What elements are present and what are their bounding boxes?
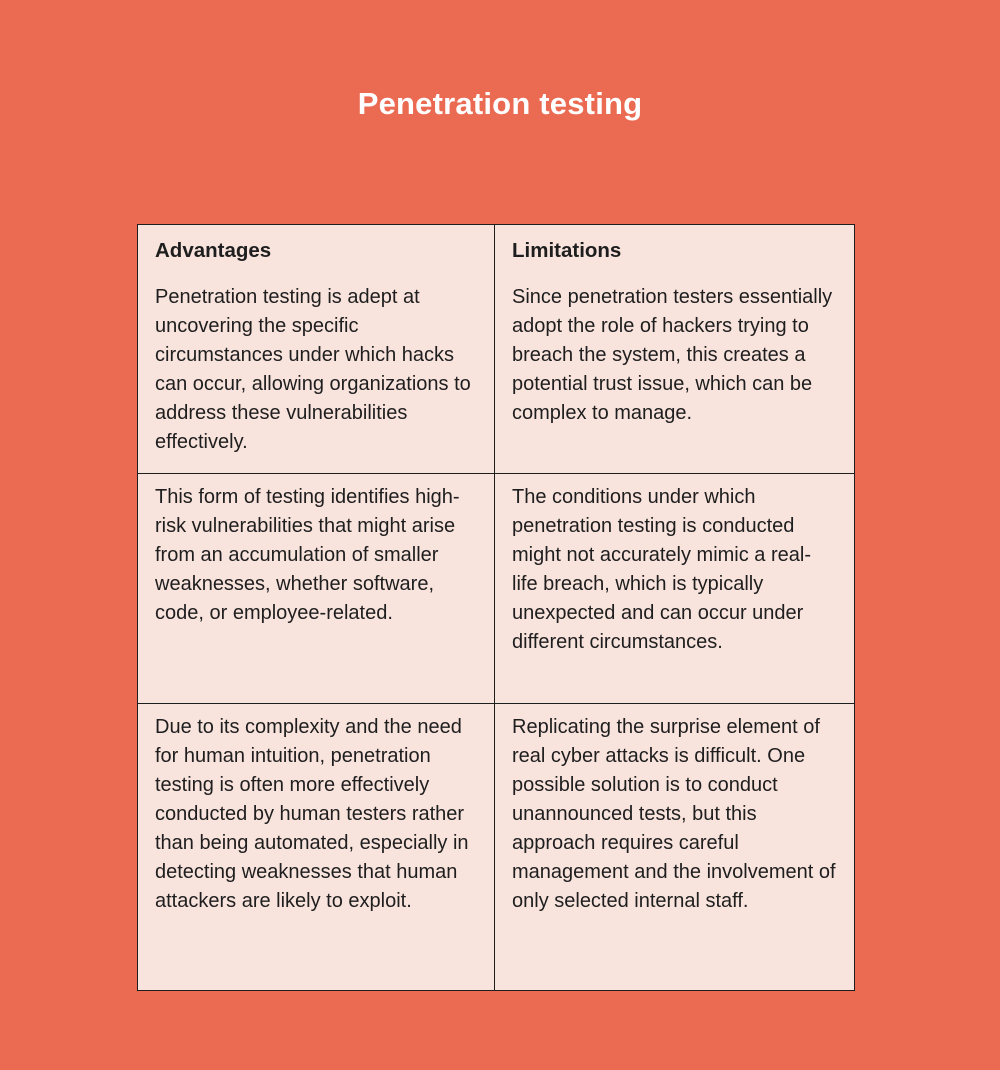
page-title: Penetration testing bbox=[357, 86, 643, 121]
table-row bbox=[138, 473, 854, 703]
column-header-limitations: Limitations bbox=[494, 225, 854, 275]
advantages-cell-2: This form of testing identifies high-risk vulnerabilities that might arise from an accumulation of smaller weaknesses, whether software, code, or employee-related. bbox=[138, 474, 494, 703]
limitations-cell-3: Replicating the surprise element of real cyber attacks is difficult. One possible solution is to conduct unannounced tests, but this approach requires careful management and the involvement of only selected internal staff. bbox=[494, 704, 854, 990]
limitations-cell-2: The conditions under which penetration testing is conducted might not accurately mimic a real-life breach, which is typically unexpected and can occur under different circumstances. bbox=[494, 474, 854, 703]
table-header-row bbox=[138, 225, 854, 273]
table-row bbox=[138, 273, 854, 473]
advantages-limitations-table bbox=[137, 224, 855, 991]
advantages-cell-3: Due to its complexity and the need for human intuition, penetration testing is often more effectively conducted by human testers rather than being automated, especially in detecting weaknesses that human attackers are likely to exploit. bbox=[138, 704, 494, 990]
limitations-cell-1: Since penetration testers essentially adopt the role of hackers trying to breach the system, this creates a potential trust issue, which can be complex to manage. bbox=[494, 274, 854, 473]
column-header-advantages: Advantages bbox=[138, 225, 494, 275]
advantages-cell-1: Penetration testing is adept at uncovering the specific circumstances under which hacks can occur, allowing organizations to address these vulnerabilities effectively. bbox=[138, 274, 494, 473]
table-row bbox=[138, 703, 854, 990]
